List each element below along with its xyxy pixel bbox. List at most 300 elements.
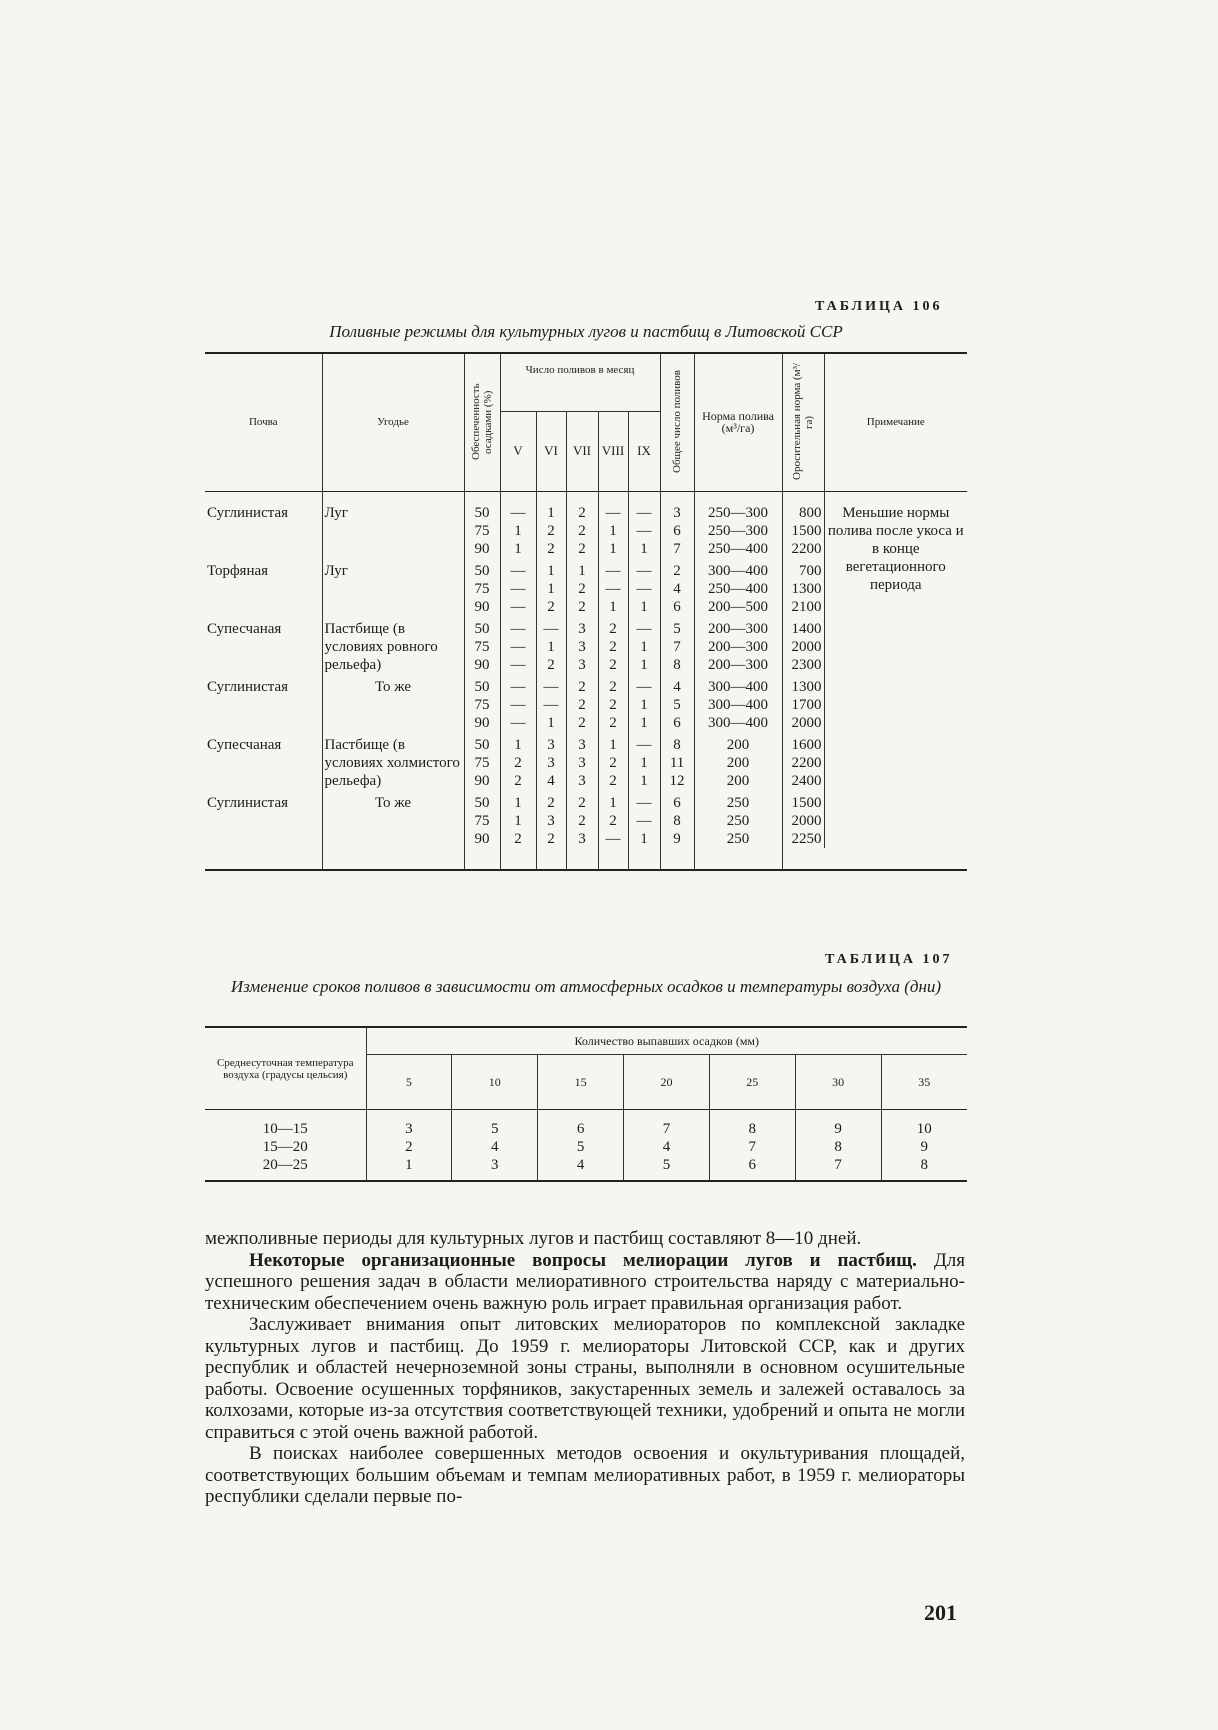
table-spacer [205, 848, 967, 870]
cell-value: 5 [673, 696, 681, 713]
cell-soil: Суглинистая [207, 678, 289, 695]
cell-value: — [636, 736, 652, 753]
cell-value: 2 [547, 656, 555, 673]
cell-value: 6 [673, 522, 681, 539]
cell-soil: Суглинистая [207, 794, 289, 811]
cell-value: 1500 [791, 794, 822, 811]
cell-value: 11 [669, 754, 685, 771]
cell-value: 8 [673, 736, 681, 753]
spacer-cell [566, 848, 598, 870]
cell-land: То же [322, 674, 464, 732]
cell-norm [694, 674, 782, 732]
cell-value: 4 [673, 580, 681, 597]
cell-value: 3 [578, 736, 586, 753]
header-month-v: V [500, 411, 536, 491]
paragraph-2 [205, 1250, 965, 1315]
cell-value: 3 [578, 754, 586, 771]
cell-value: 75 [474, 754, 490, 771]
spacer-cell [500, 848, 536, 870]
cell-value: 2 [578, 504, 586, 521]
cell-value: 1300 [791, 678, 822, 695]
cell-value: 3 [578, 830, 586, 847]
cell-value: 300—400 [708, 678, 769, 695]
cell-total [660, 790, 694, 848]
cell-days [795, 1110, 881, 1182]
cell-value: 1 [640, 656, 648, 673]
cell-value: — [510, 714, 526, 731]
cell-value: 75 [474, 696, 490, 713]
cell-value: 1700 [791, 696, 822, 713]
table-107-label: ТАБЛИЦА 107 [825, 952, 953, 967]
cell-value: 2 [514, 830, 522, 847]
cell-soil: Суглинистая [207, 504, 289, 521]
days-value: 3 [405, 1121, 413, 1137]
cell-value: — [636, 580, 652, 597]
cell-value: 2 [514, 754, 522, 771]
cell-irrig [782, 491, 824, 558]
cell-value: 3 [547, 754, 555, 771]
cell-value: 300—400 [708, 696, 769, 713]
header-month-vii: VII [566, 411, 598, 491]
cell-value: 250—400 [708, 540, 769, 557]
cell-value: 1400 [791, 620, 822, 637]
cell-viii [598, 616, 628, 674]
header-note: Примечание [824, 353, 967, 491]
cell-total [660, 558, 694, 616]
cell-value: 2 [547, 794, 555, 811]
days-value: 8 [920, 1157, 929, 1173]
cell-value: 250 [726, 812, 750, 829]
cell-value: 50 [474, 794, 490, 811]
cell-value: 3 [578, 620, 586, 637]
cell-days [709, 1110, 795, 1182]
cell-value: 3 [547, 736, 555, 753]
header-precip-level: 25 [709, 1055, 795, 1110]
cell-value: — [605, 830, 621, 847]
header-soil: Почва [205, 353, 322, 491]
cell-value: — [636, 562, 652, 579]
header-month-ix: IX [628, 411, 660, 491]
cell-v [500, 616, 536, 674]
cell-viii [598, 674, 628, 732]
cell-value: 250 [726, 794, 750, 811]
temperature-range: 15—20 [262, 1139, 308, 1155]
header-temperature: Среднесуточная температура воздуха (градусы цельсия) [205, 1027, 366, 1110]
cell-irrig [782, 732, 824, 790]
body-text [205, 1228, 965, 1508]
cell-total [660, 616, 694, 674]
cell-ix [628, 558, 660, 616]
cell-vii [566, 491, 598, 558]
cell-value: 2200 [791, 540, 822, 557]
cell-norm [694, 491, 782, 558]
cell-value: — [543, 620, 559, 637]
cell-value: 2200 [791, 754, 822, 771]
cell-days [881, 1110, 967, 1182]
header-precip-amount: Количество выпавших осадков (мм) [366, 1027, 967, 1055]
cell-ix [628, 674, 660, 732]
cell-vii [566, 558, 598, 616]
days-value: 7 [662, 1121, 671, 1137]
header-precip-level: 35 [881, 1055, 967, 1110]
cell-vii [566, 616, 598, 674]
cell-norm [694, 616, 782, 674]
cell-land: Пастбище (в условиях ровного рельефа) [322, 616, 464, 674]
cell-value: — [636, 504, 652, 521]
cell-value: — [510, 638, 526, 655]
header-month-viii: VIII [598, 411, 628, 491]
table-row [205, 1110, 967, 1182]
cell-v [500, 558, 536, 616]
cell-value: 2 [547, 598, 555, 615]
cell-value: 2 [578, 696, 586, 713]
days-value: 6 [748, 1157, 757, 1173]
days-value: 2 [405, 1139, 413, 1155]
cell-irrig [782, 616, 824, 674]
cell-value: 2 [609, 678, 617, 695]
cell-irrig [782, 674, 824, 732]
cell-value: 1 [609, 522, 617, 539]
table-106-label: ТАБЛИЦА 106 [815, 299, 943, 314]
table-106 [205, 352, 967, 871]
cell-viii [598, 558, 628, 616]
cell-land: Луг [322, 558, 464, 616]
cell-value: — [636, 812, 652, 829]
cell-value: 6 [673, 598, 681, 615]
cell-vi [536, 491, 566, 558]
cell-value: 200—300 [708, 620, 769, 637]
header-precip-level: 10 [452, 1055, 538, 1110]
spacer-cell [598, 848, 628, 870]
cell-value: — [605, 562, 621, 579]
cell-days [624, 1110, 710, 1182]
cell-value: 2 [609, 812, 617, 829]
header-land: Угодье [322, 353, 464, 491]
days-value: 8 [748, 1121, 757, 1137]
cell-value: 2 [547, 522, 555, 539]
cell-value: 8 [673, 812, 681, 829]
cell-ix [628, 790, 660, 848]
header-waterings-group: Число поливов в месяц [500, 353, 660, 411]
days-value: 9 [834, 1121, 842, 1137]
cell-value: 50 [474, 736, 490, 753]
header-total-text: Общее число поливов [671, 370, 684, 474]
cell-value: — [510, 580, 526, 597]
cell-value: 200 [726, 772, 750, 789]
cell-value: 250—300 [708, 522, 769, 539]
cell-vi [536, 732, 566, 790]
cell-value: 1 [640, 540, 648, 557]
cell-land: Пастбище (в условиях холмистого рельефа) [322, 732, 464, 790]
cell-value: 2 [578, 580, 586, 597]
cell-value: — [636, 794, 652, 811]
cell-vi [536, 790, 566, 848]
spacer-cell [660, 848, 694, 870]
cell-value: 2 [578, 794, 586, 811]
cell-value: 2000 [791, 812, 822, 829]
table-106-title: Поливные режимы для культурных лугов и пастбищ в Литовской ССР [329, 322, 843, 341]
spacer-cell [536, 848, 566, 870]
table-row [205, 491, 967, 558]
cell-value: 2000 [791, 714, 822, 731]
header-precip-level: 5 [366, 1055, 452, 1110]
days-value: 5 [576, 1139, 585, 1155]
cell-value: 6 [673, 714, 681, 731]
cell-value: 2 [609, 696, 617, 713]
cell-value: — [510, 598, 526, 615]
days-value: 3 [491, 1157, 499, 1173]
cell-irrig [782, 790, 824, 848]
cell-vi [536, 558, 566, 616]
cell-vii [566, 674, 598, 732]
cell-value: 1 [514, 540, 522, 557]
cell-value: 1 [640, 754, 648, 771]
cell-value: — [636, 678, 652, 695]
cell-value: 1500 [791, 522, 822, 539]
cell-value: 200—300 [708, 656, 769, 673]
cell-value: 2 [578, 598, 586, 615]
header-norm: Норма полива (м³/га) [694, 353, 782, 491]
spacer-cell [464, 848, 500, 870]
cell-v [500, 790, 536, 848]
cell-value: 250—400 [708, 580, 769, 597]
cell-value: 9 [673, 830, 681, 847]
cell-value: 1 [640, 696, 648, 713]
days-value: 8 [834, 1139, 842, 1155]
cell-days [538, 1110, 624, 1182]
cell-value: 2 [547, 830, 555, 847]
cell-value: 1 [609, 736, 617, 753]
cell-value: 50 [474, 504, 490, 521]
cell-value: 90 [474, 714, 490, 731]
cell-value: 800 [799, 504, 822, 521]
days-value: 7 [834, 1157, 842, 1173]
section-heading: Некоторые организационные вопросы мелиорации лугов и пастбищ. [249, 1249, 917, 1271]
cell-value: — [605, 580, 621, 597]
header-total [660, 353, 694, 491]
cell-value: 2250 [791, 830, 822, 847]
table-107-body [205, 1110, 967, 1182]
cell-value: 2 [609, 656, 617, 673]
table-107-title: Изменение сроков поливов в зависимости от атмосферных осадков и температуры воздуха (дни) [230, 977, 942, 996]
temperature-range: 20—25 [262, 1157, 308, 1173]
cell-value: 1 [609, 794, 617, 811]
cell-value: 200—500 [708, 598, 769, 615]
cell-value: 1 [547, 714, 555, 731]
cell-value: 7 [673, 540, 681, 557]
days-value: 4 [491, 1139, 499, 1155]
cell-total [660, 732, 694, 790]
cell-land: Луг [322, 491, 464, 558]
cell-value: 1 [514, 794, 522, 811]
cell-value: 300—400 [708, 562, 769, 579]
cell-norm [694, 790, 782, 848]
cell-value: 2 [609, 754, 617, 771]
cell-value: 12 [669, 772, 685, 789]
spacer-cell [628, 848, 660, 870]
cell-value: 1 [547, 562, 555, 579]
days-value: 10 [916, 1121, 932, 1137]
cell-days [452, 1110, 538, 1182]
cell-value: 2 [673, 562, 681, 579]
cell-value: 2 [547, 540, 555, 557]
cell-vii [566, 790, 598, 848]
header-precip-level: 30 [795, 1055, 881, 1110]
cell-value: 200 [726, 736, 750, 753]
cell-p [464, 790, 500, 848]
cell-value: 2 [609, 638, 617, 655]
spacer-cell [322, 848, 464, 870]
header-irrig [782, 353, 824, 491]
cell-p [464, 674, 500, 732]
header-precip-level: 15 [538, 1055, 624, 1110]
cell-value: 2 [578, 540, 586, 557]
cell-value: 75 [474, 638, 490, 655]
cell-irrig [782, 558, 824, 616]
cell-value: 2100 [791, 598, 822, 615]
header-precip [464, 353, 500, 491]
cell-value: 1 [609, 598, 617, 615]
cell-value: 2300 [791, 656, 822, 673]
days-value: 5 [491, 1121, 499, 1137]
cell-days [366, 1110, 452, 1182]
cell-vii [566, 732, 598, 790]
cell-v [500, 491, 536, 558]
cell-value: 200—300 [708, 638, 769, 655]
cell-value: 2000 [791, 638, 822, 655]
cell-value: — [510, 562, 526, 579]
cell-value: 3 [547, 812, 555, 829]
cell-value: 2 [609, 620, 617, 637]
page-number: 201 [924, 1600, 957, 1625]
cell-p [464, 558, 500, 616]
cell-value: — [605, 504, 621, 521]
cell-viii [598, 790, 628, 848]
cell-value: 3 [578, 656, 586, 673]
paragraph-3: Заслуживает внимания опыт литовских мелиораторов по комплексной закладке культурных лугов и пастбищ. До 1959 г. мелиораторы Литовской ССР, как и других республик и областей нечерноземной зоны страны, выполняли в основном осушительные работы. Освоение осушенных торфяников, закустаренных земель и залежей оставалось за колхозами, которые из-за отсутствия соответствующей техники, удобрений и опыта не могли справиться с этой очень важной работой. [205, 1314, 965, 1443]
spacer-cell [205, 848, 322, 870]
cell-value: 90 [474, 656, 490, 673]
cell-value: 2 [609, 772, 617, 789]
cell-value: 1 [640, 638, 648, 655]
cell-p [464, 616, 500, 674]
cell-value: — [636, 620, 652, 637]
cell-viii [598, 732, 628, 790]
cell-vi [536, 674, 566, 732]
cell-p [464, 491, 500, 558]
days-value: 1 [405, 1157, 413, 1173]
cell-value: 1 [640, 830, 648, 847]
cell-value: 75 [474, 812, 490, 829]
cell-value: 1 [578, 562, 586, 579]
cell-value: 1 [640, 714, 648, 731]
cell-total [660, 674, 694, 732]
cell-land: То же [322, 790, 464, 848]
cell-soil: Супесчаная [207, 620, 282, 637]
header-precip-text: Обеспеченность осадками (%) [470, 383, 494, 461]
cell-value: 3 [673, 504, 681, 521]
days-value: 4 [662, 1139, 671, 1155]
cell-value: 50 [474, 678, 490, 695]
cell-value: — [543, 678, 559, 695]
cell-value: 4 [547, 772, 555, 789]
cell-temperature [205, 1110, 366, 1182]
cell-ix [628, 491, 660, 558]
header-precip-level: 20 [624, 1055, 710, 1110]
cell-value: — [543, 696, 559, 713]
cell-value: 300—400 [708, 714, 769, 731]
cell-value: 1300 [791, 580, 822, 597]
header-month-vi: VI [536, 411, 566, 491]
cell-value: 1 [609, 540, 617, 557]
cell-v [500, 674, 536, 732]
cell-value: 3 [578, 638, 586, 655]
cell-value: 2 [578, 714, 586, 731]
days-value: 4 [576, 1157, 585, 1173]
table-107 [205, 1026, 967, 1182]
cell-value: 1 [547, 504, 555, 521]
cell-value: 7 [673, 638, 681, 655]
paragraph-1: межполивные периоды для культурных лугов и пастбищ составляют 8—10 дней. [205, 1228, 862, 1249]
cell-value: 1 [640, 598, 648, 615]
cell-value: 75 [474, 580, 490, 597]
cell-value: 250 [726, 830, 750, 847]
cell-value: — [510, 504, 526, 521]
cell-value: 6 [673, 794, 681, 811]
cell-value: 2 [578, 678, 586, 695]
cell-vi [536, 616, 566, 674]
cell-value: 5 [673, 620, 681, 637]
cell-value: 700 [799, 562, 822, 579]
header-irrig-text: Оросительная норма (м³/га) [791, 363, 816, 481]
temperature-range: 10—15 [262, 1121, 308, 1137]
cell-value: 1600 [791, 736, 822, 753]
cell-value: 3 [578, 772, 586, 789]
days-value: 7 [748, 1139, 757, 1155]
cell-total [660, 491, 694, 558]
cell-value: 1 [514, 812, 522, 829]
cell-value: — [510, 656, 526, 673]
cell-ix [628, 732, 660, 790]
cell-soil: Торфяная [207, 562, 269, 579]
cell-value: — [510, 620, 526, 637]
cell-value: 90 [474, 540, 490, 557]
cell-viii [598, 491, 628, 558]
paragraph-4: В поисках наиболее совершенных методов освоения и окультуривания площадей, соответствующих большим объемам и темпам мелиоративных работ, в 1959 г. мелиораторы республики сделали первые по- [205, 1443, 965, 1507]
cell-value: 90 [474, 772, 490, 789]
cell-value: 250—300 [708, 504, 769, 521]
cell-value: 200 [726, 754, 750, 771]
cell-soil: Супесчаная [207, 736, 282, 753]
cell-value: 75 [474, 522, 490, 539]
cell-value: 4 [673, 678, 681, 695]
cell-value: — [510, 696, 526, 713]
cell-value: 1 [547, 638, 555, 655]
cell-p [464, 732, 500, 790]
cell-value: 2 [609, 714, 617, 731]
cell-norm [694, 732, 782, 790]
table-106-body [205, 491, 967, 870]
cell-value: 8 [673, 656, 681, 673]
cell-value: 2400 [791, 772, 822, 789]
days-value: 5 [662, 1157, 671, 1173]
cell-v [500, 732, 536, 790]
cell-value: 90 [474, 598, 490, 615]
cell-value: 1 [514, 522, 522, 539]
paragraph-2-text: Для успешного решения задач в области мелиоративного строительства наряду с материально-техническим обеспечением очень важную роль играет правильная организация работ. [205, 1249, 965, 1314]
cell-ix [628, 616, 660, 674]
cell-value: 2 [578, 522, 586, 539]
